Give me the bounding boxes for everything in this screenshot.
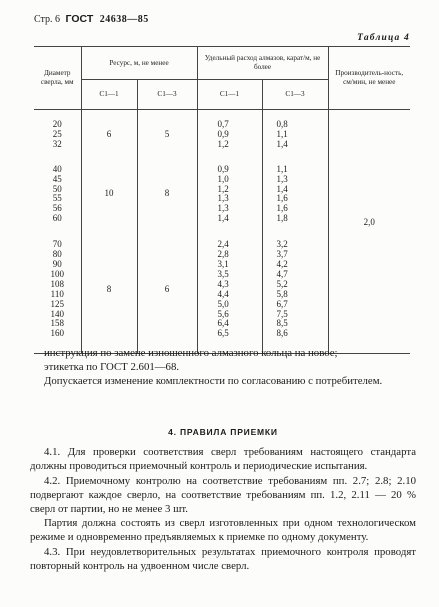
paragraph-4-2: 4.2. Приемочному контролю на соответствие требованиям пп. 2.7; 2.8; 2.10 подвергают каждое сверло, на соответствие требованиям пп. 1.2, 2.11 — 20 % сверл от партии, но не менее 3 шт. [30, 474, 416, 516]
consumption-c1-3-group-1: 0,8 1,1 1,4 [262, 110, 328, 150]
consumption-c1-1-group-3: 2,4 2,8 3,1 3,5 4,3 4,4 5,0 5,6 6,4 6,5 [197, 224, 262, 354]
subheader-resource-c1-1: С1—1 [81, 80, 137, 110]
resource-c1-1-group-3: 8 [81, 224, 137, 354]
section-title: 4. ПРАВИЛА ПРИЕМКИ [168, 427, 278, 437]
text-block-top [30, 346, 416, 389]
subheader-resource-c1-3: С1—3 [137, 80, 197, 110]
paragraph-4-1: 4.1. Для проверки соответствия сверл требованиям настоящего стандарта должны проводиться приемочный контроль и периодические испытания. [30, 446, 416, 473]
table-header-row [34, 47, 410, 80]
gost-label: ГОСТ [65, 13, 94, 25]
consumption-c1-1-group-2: 0,9 1,0 1,2 1,3 1,3 1,4 [197, 150, 262, 224]
page-header [34, 13, 149, 25]
paragraph-instruction: инструкция по замене изношенного алмазного кольца на новое; [44, 347, 338, 359]
table-group-1 [34, 110, 410, 150]
resource-c1-1-group-2: 10 [81, 150, 137, 224]
diameters-group-1: 20 25 32 [52, 119, 62, 149]
paragraph-batch: Партия должна состоять из сверл изготовленных при одном технологическом режиме и одновременно предъявляемых к приемке по одному документу. [30, 517, 416, 544]
subheader-consumption-c1-1: С1—1 [197, 80, 262, 110]
paragraph-4-3: 4.3. При неудовлетворительных результатах приемочного контроля проводят повторный контроль на удвоенном числе сверл. [30, 545, 416, 572]
text-block-section [30, 425, 416, 573]
header-productivity: Производитель-ность, см/мин, не менее [328, 47, 410, 110]
resource-c1-3-group-3: 6 [137, 224, 197, 354]
resource-c1-3-group-2: 8 [137, 150, 197, 224]
subheader-consumption-c1-3: С1—3 [262, 80, 328, 110]
paragraph-label: этикетка по ГОСТ 2.601—68. [44, 361, 180, 374]
header-consumption: Удельный расход алмазов, карат/м, не более [197, 47, 328, 80]
productivity-value: 2,0 [328, 110, 410, 354]
consumption-c1-1-group-1: 0,7 0,9 1,2 [197, 110, 262, 150]
diameters-group-2: 40 45 50 55 56 60 [52, 163, 62, 224]
diameters-group-3: 70 80 90 100 108 110 125 140 158 160 [34, 224, 81, 354]
resource-c1-1-group-1: 6 [81, 110, 137, 150]
page-number: Стр. 6 [34, 14, 61, 25]
standard-number: 24638—85 [99, 14, 149, 25]
consumption-c1-3-group-3: 3,2 3,7 4,2 4,7 5,2 5,8 6,7 7,5 8,5 8,6 [262, 224, 328, 354]
consumption-c1-3-group-2: 1,1 1,3 1,4 1,6 1,6 1,8 [262, 150, 328, 224]
paragraph-completeness: Допускается изменение комплектности по согласованию с потребителем. [44, 375, 383, 388]
specs-table [34, 46, 410, 354]
table-caption: Таблица 4 [357, 33, 410, 43]
header-diameter: Диаметр сверла, мм [34, 47, 81, 110]
header-resource: Ресурс, м, не менее [81, 47, 197, 80]
resource-c1-3-group-1: 5 [137, 110, 197, 150]
